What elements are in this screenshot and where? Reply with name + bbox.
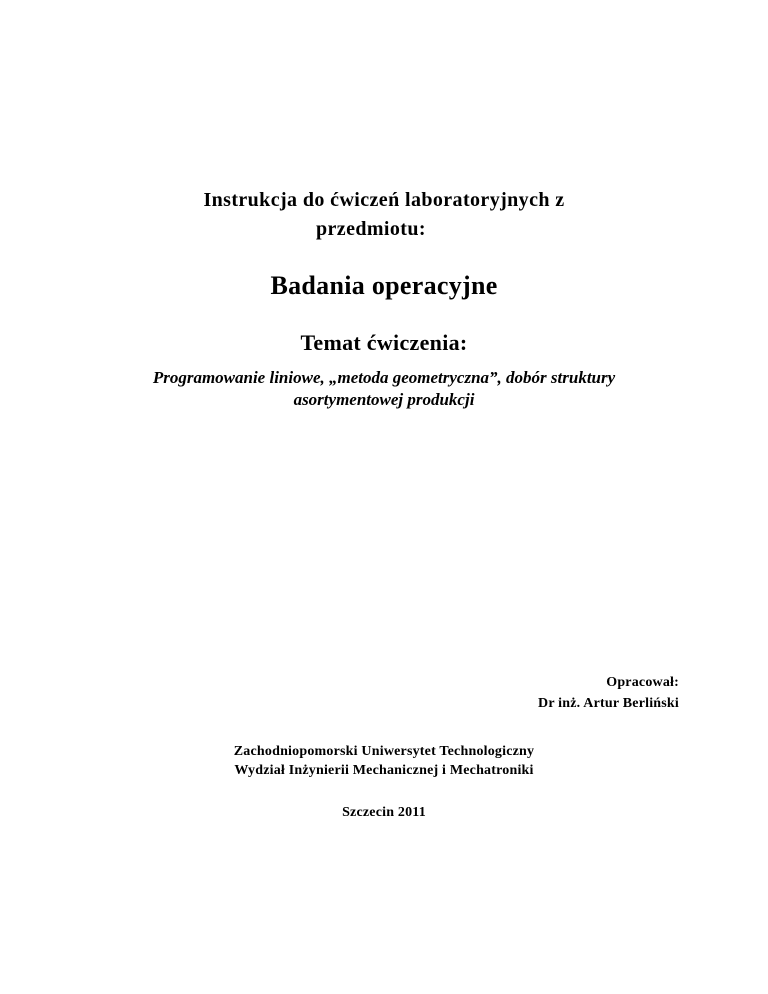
topic-heading: Temat ćwiczenia: — [300, 330, 468, 355]
place-date: Szczecin 2011 — [342, 805, 426, 820]
topic-line-2: asortymentowej produkcji — [293, 390, 475, 409]
faculty-name: Wydział Inżynierii Mechanicznej i Mechatroniki — [234, 763, 534, 778]
intro-line-2: przedmiotu: — [316, 218, 426, 240]
topic-line-1: Programowanie liniowe, „metoda geometryczna”, dobór struktury — [152, 368, 616, 387]
author-role: Opracował: — [606, 675, 679, 690]
author-name: Dr inż. Artur Berliński — [538, 696, 679, 711]
university-name: Zachodniopomorski Uniwersytet Technologiczny — [233, 744, 535, 759]
intro-line-1: Instrukcja do ćwiczeń laboratoryjnych z — [203, 189, 565, 211]
subject-title: Badania operacyjne — [270, 271, 498, 300]
